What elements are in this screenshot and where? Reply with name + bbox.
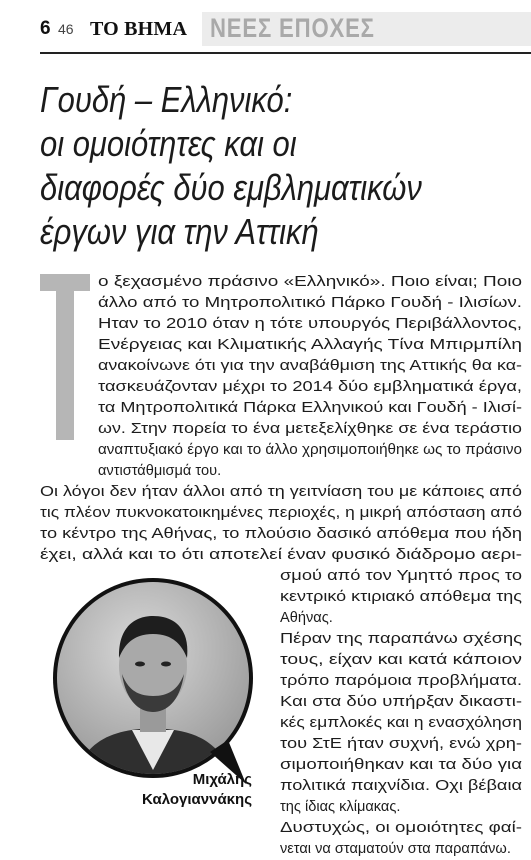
page-sub-number: 46 [58,21,74,37]
body-line: άλλο από το Μητροπολιτικό Πάρκο Γουδή - Ιλισίων. [98,295,522,311]
header-rule [40,52,531,54]
body-line: κές εμπλοκές και η ενασχόληση [280,715,522,731]
body-line: πολιτικά παιχνίδια. Οχι βέβαια [280,778,522,794]
body-line: τους, είχαν και κατά κάποιον [280,652,522,668]
body-line: Οι λόγοι δεν ήταν άλλοι από τη γειτνίαση του με κάποιες από [40,484,523,500]
article-headline [40,78,520,254]
author-first-name: Μιχάλης [192,771,252,788]
section-banner [202,12,531,46]
author-last-name: Καλογιαννάκης [142,791,252,808]
body-line: ο ξεχασμένο πράσινο «Ελληνικό». Ποιο είναι; Ποιο [98,274,523,290]
body-line: αναπτυξιακό έργο και το άλλο χρησιμοποιήθηκε ως το πράσινο [98,442,523,458]
author-byline [40,770,266,810]
body-line: ανακοίνωνε ότι για την αναβάθμιση της Αττικής θα κα- [98,358,523,374]
body-line: Δυστυχώς, οι ομοιότητες φαί- [280,820,522,836]
headline-line: διαφορές δύο εμβληματικών [40,167,422,208]
body-line: νεται να σταματούν στα παραπάνω. [280,841,511,857]
body-line: τα Μητροπολιτικά Πάρκα Ελληνικού και Γουδή - Ιλισί- [98,400,522,416]
body-line: τρόπο παρόμοια προβλήματα. [280,673,522,689]
body-line: σμού από τον Υμηττό προς το [280,568,523,584]
body-line: το κέντρο της Αθήνας, το πλούσιο δασικό απόθεμα που ήδη [40,526,523,542]
body-line: Και στα δύο υπήρξαν δικαστι- [280,694,523,710]
body-line: Ηταν το 2010 όταν η τότε υπουργός Περιβάλλοντος, [98,316,523,332]
headline-line: Γουδή – Ελληνικό: [40,79,293,120]
body-line: του ΣτΕ ήταν συχνή, ενώ χρη- [280,736,523,752]
page-header [40,12,531,52]
headline-line: έργων για την Αττική [40,211,319,252]
drop-cap-letter [40,262,90,440]
page-number: 6 [40,18,51,39]
body-line: της ίδιας κλίμακας. [280,799,401,815]
newspaper-name: ΤΟ ΒΗΜΑ [90,18,188,40]
author-photo [40,570,266,796]
body-line: τις πλέον πυκνοκατοικημένες περιοχές, η μικρή απόσταση από [40,505,522,521]
body-line: σιμοποιήθηκαν και τα δύο για [280,757,522,773]
section-title: ΝΕΕΣ ΕΠΟΧΕΣ [210,13,375,43]
body-line: ων. Στην πορεία το ένα μετεξελίχθηκε σε ένα τεράστιο [98,421,522,437]
body-line: έχει, αλλά και το ότι αποτελεί έναν φυσικό διάδρομο αερι- [40,547,522,563]
body-line: Αθήνας. [280,610,333,626]
body-line: Ενέργειας και Κλιματικής Αλλαγής Τίνα Μπιρμπίλη [98,337,522,353]
body-line: κεντρικό κτιριακό απόθεμα της [280,589,522,605]
body-line: τασκευάζονταν μέχρι το 2014 δύο εμβληματικά έργα, [98,379,522,395]
body-line: αντιστάθμισμά του. [98,463,222,479]
headline-line: οι ομοιότητες και οι [40,123,297,164]
body-line: Πέραν της παραπάνω σχέσης [280,631,522,647]
